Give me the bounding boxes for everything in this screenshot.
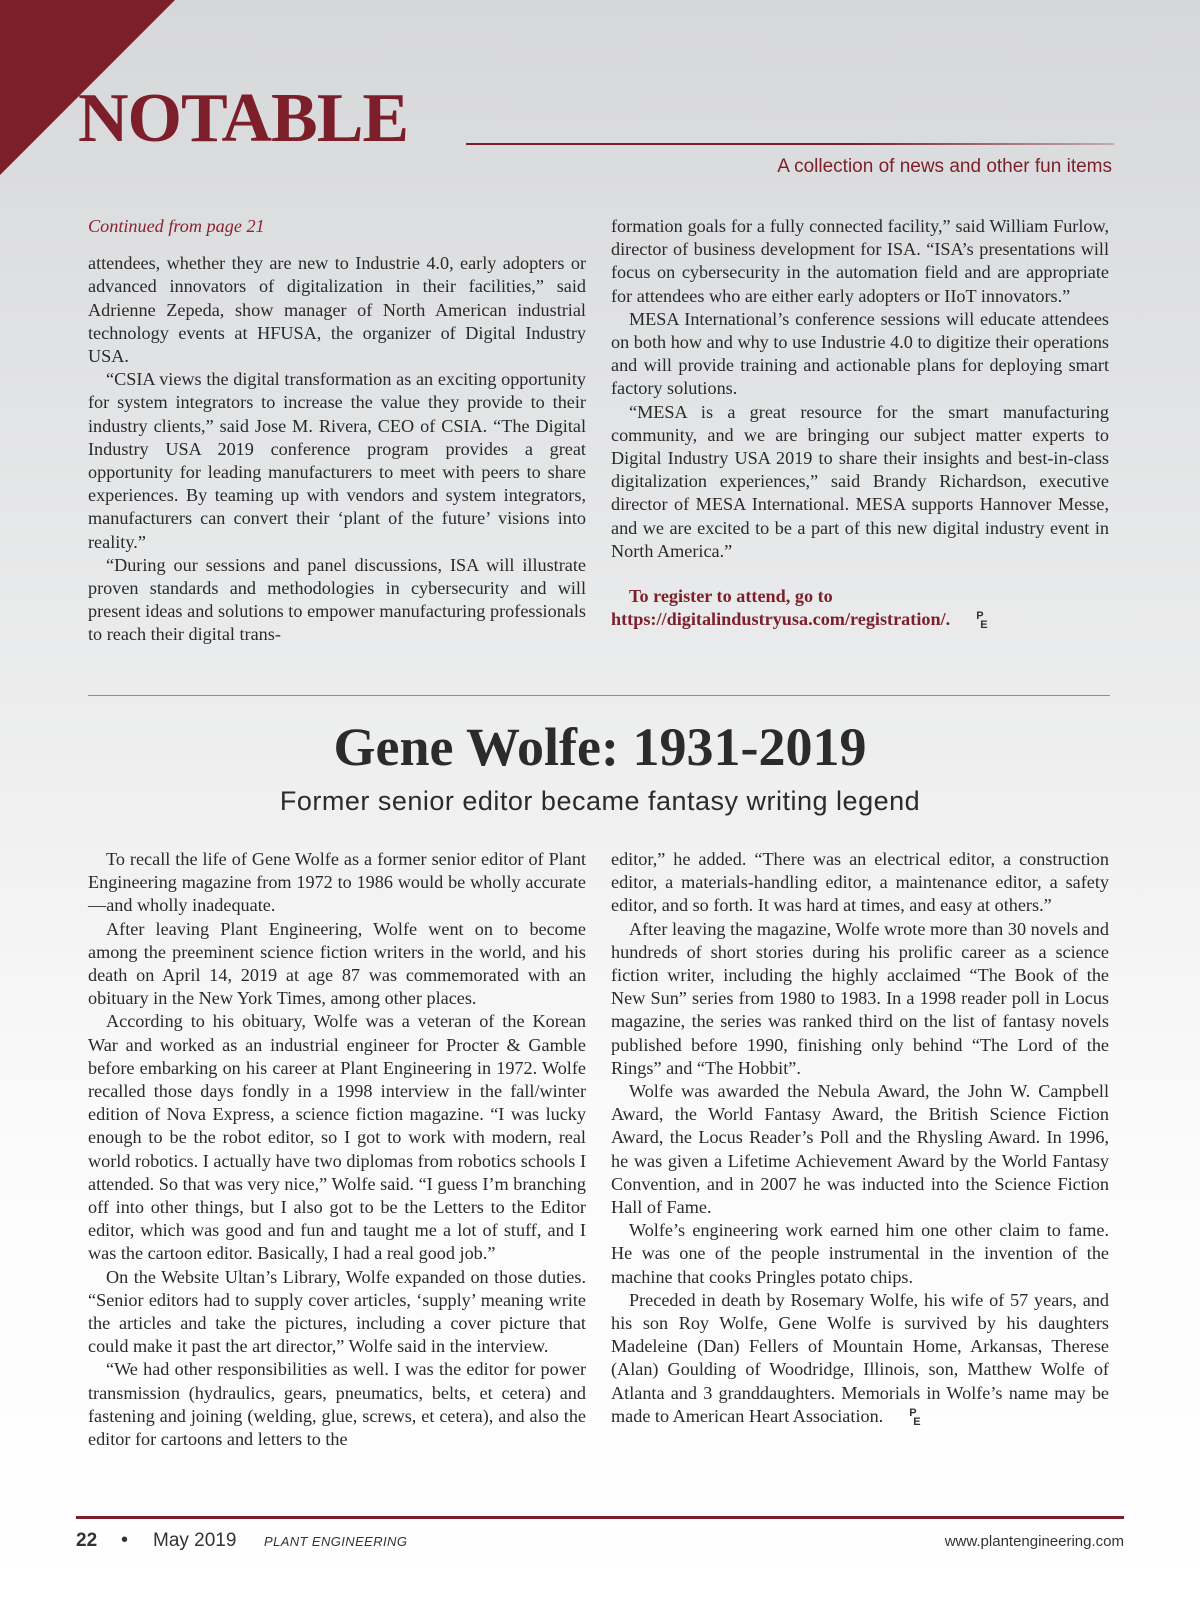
paragraph: On the Website Ultan’s Library, Wolfe expanded on those duties. “Senior editors had to supply cover articles, ‘supply’ meaning write the articles and take the pictures, including a cover picture that could make it past the art director,” Wolfe said in the interview. xyxy=(88,1266,586,1357)
register-link[interactable] xyxy=(611,585,1109,631)
continued-note: Continued from page 21 xyxy=(88,216,265,236)
pe-end-mark-icon: P E xyxy=(976,610,988,632)
pe-end-mark-icon: P E xyxy=(909,1406,921,1428)
footer-bullet: • xyxy=(121,1529,129,1551)
section-title: NOTABLE xyxy=(78,80,409,157)
paragraph: After leaving Plant Engineering, Wolfe went on to become among the preeminent science fiction writers in the world, and his death on April 14, 2019 at age 87 was commemorated with an obituary in the New York Times, among other places. xyxy=(88,918,586,1009)
article1-left-column xyxy=(88,215,586,647)
paragraph: Wolfe was awarded the Nebula Award, the John W. Campbell Award, the World Fantasy Award, the British Science Fiction Award, the Locus Reader’s Poll and the Rhysling Award. In 1996, he was given a Lifetime Achievement Award by the World Fantasy Convention, and in 2007 he was inducted into the Science Fiction Hall of Fame. xyxy=(611,1081,1109,1218)
paragraph: After leaving the magazine, Wolfe wrote more than 30 novels and hundreds of short stories during his prolific career as a science fiction writer, including the highly acclaimed “The Book of the New Sun” series from 1980 to 1983. In a 1998 reader poll in Locus magazine, the series was ranked third on the list of fantasy novels published before 1990, finishing only behind “The Lord of the Rings” and “The Hobbit”. xyxy=(611,918,1109,1078)
page-footer xyxy=(76,1530,1124,1558)
paragraph: “During our sessions and panel discussions, ISA will illustrate proven standards and methodologies in cybersecurity and will present ideas and solutions to empower manufacturing professionals to reach their digital trans- xyxy=(88,554,586,645)
issue-date: May 2019 xyxy=(153,1530,237,1551)
paragraph: “CSIA views the digital transformation as an exciting opportunity for system integrators to increase the value they provide to their industry clients,” said Jose M. Rivera, CEO of CSIA. “The Digital Industry USA 2019 conference program provides a great opportunity for leading manufacturers to meet with peers to share experiences. By teaming up with vendors and system integrators, manufacturers can convert their ‘plant of the future’ visions into reality.” xyxy=(88,369,586,552)
paragraph: According to his obituary, Wolfe was a veteran of the Korean War and worked as an industrial engineer for Procter & Gamble before embarking on his career at Plant Engineering in 1972. Wolfe recalled those days fondly in a 1998 interview in the fall/winter edition of Nova Express, a science fiction magazine. “I was lucky enough to be the robot editor, so I got to work with modern, real world robotics. I actually have two diplomas from robotics schools I attended. So that was very nice,” Wolfe said. “I guess I’m branching off into other things, but I also got to be the Letters to the Editor editor, which was good and fun and taught me a lot of stuff, and I was the cartoon editor. Basically, I had a real good job.” xyxy=(88,1011,586,1264)
paragraph: “MESA is a great resource for the smart manufacturing community, and we are bringing our subject matter experts to Digital Industry USA 2019 to share their insights and best-in-class digitalization experiences,” said Brandy Richardson, executive director of MESA International. MESA supports Hannover Messe, and we are excited to be a part of this new digital industry event in North America.” xyxy=(611,401,1109,561)
register-text[interactable]: To register to attend, go to https://digitalindustryusa.com/registration/. xyxy=(611,586,951,630)
page-number: 22 xyxy=(76,1530,98,1551)
website-link[interactable]: www.plantengineering.com xyxy=(944,1533,1124,1550)
paragraph: Wolfe’s engineering work earned him one other claim to fame. He was one of the people instrumental in the invention of the machine that cooks Pringles potato chips. xyxy=(611,1220,1109,1287)
article1-right-column xyxy=(611,215,1109,631)
article2-left-column xyxy=(88,848,586,1451)
section-divider xyxy=(88,695,1110,696)
footer-rule xyxy=(76,1516,1124,1519)
paragraph: formation goals for a fully connected facility,” said William Furlow, director of business development for ISA. “ISA’s presentations will focus on cybersecurity in the automation field and are appropriate for attendees who are either early adopters or IIoT innovators.” xyxy=(611,216,1109,306)
section-tagline: A collection of news and other fun items xyxy=(777,156,1112,177)
paragraph: MESA International’s conference sessions will educate attendees on both how and why to use Industrie 4.0 to digitize their operations and will provide training and actionable plans for deploying smart factory solutions. xyxy=(611,308,1109,399)
paragraph: Preceded in death by Rosemary Wolfe, his wife of 57 years, and his son Roy Wolfe, Gene Wolfe is survived by his daughters Madeleine (Dan) Fellers of Mountain Home, Arkansas, Therese (Alan) Goulding of Woodridge, Illinois, son, Matthew Wolfe of Atlanta and 3 granddaughters. Memorials in Wolfe’s name may be made to American Heart Association. P E xyxy=(611,1289,1109,1428)
article2-right-column xyxy=(611,848,1109,1428)
paragraph: To recall the life of Gene Wolfe as a former senior editor of Plant Engineering magazine from 1972 to 1986 would be wholly accurate—and wholly inadequate. xyxy=(88,849,586,916)
article-subhead: Former senior editor became fantasy writing legend xyxy=(279,786,921,816)
magazine-name: PLANT ENGINEERING xyxy=(264,1534,408,1549)
paragraph: “We had other responsibilities as well. I was the editor for power transmission (hydraulics, gears, pneumatics, belts, et cetera) and fastening and joining (welding, glue, screws, et cetera), and also the editor for cartoons and letters to the xyxy=(88,1359,586,1450)
article-headline: Gene Wolfe: 1931-2019 xyxy=(333,717,867,777)
title-rule xyxy=(466,143,1114,145)
paragraph: editor,” he added. “There was an electrical editor, a construction editor, a materials-handling editor, a maintenance editor, a safety editor, and so forth. It was hard at times, and easy at others.” xyxy=(611,849,1109,916)
paragraph: attendees, whether they are new to Industrie 4.0, early adopters or advanced innovators of digitalization in their facilities,” said Adrienne Zepeda, show manager of North American industrial technology events at HFUSA, the organizer of Digital Industry USA. xyxy=(88,253,586,367)
